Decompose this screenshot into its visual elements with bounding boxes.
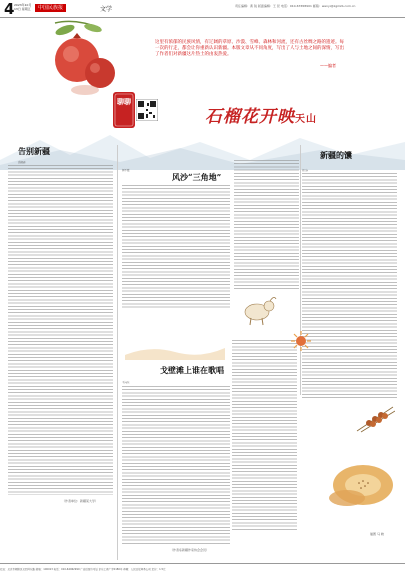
intro-text: 这里有浓郁的民族风情，有辽阔的草原、沙漠、雪峰、森林和河流，还有古丝绸之路的遗迹。每一次的行走，都会让你重新认识新疆。本版文章从不同角度，写出了人与土地之间的深情，写出了作者们对新疆这片热土的由衷热爱。 (155, 40, 344, 57)
article-body-farewell (8, 165, 113, 495)
article-body-sand-1 (122, 185, 230, 310)
desert-wash (125, 340, 225, 360)
main-headline-text: 石榴花开映 (205, 107, 295, 127)
article-author-sand: 阿不都 (122, 169, 130, 172)
column-divider (117, 145, 118, 560)
section-name: 文学 (100, 6, 113, 13)
page-number: 4 (4, 0, 15, 18)
article-title-gobi: 戈壁滩上谁在歌唱 (160, 365, 224, 375)
article-title-farewell: 告别新疆 (18, 146, 50, 156)
article-body-naan-2 (232, 340, 297, 530)
article-title-naan: 新疆的馕 (320, 150, 352, 160)
article-body-sand-2 (234, 160, 299, 290)
newspaper-logo: 中国民族报 (35, 4, 66, 12)
column-badge-label: 聊聊 (117, 97, 131, 106)
article-author-gobi: 王向东 (122, 381, 130, 384)
article-end-gobi: （作者系新疆作家协会会员） (170, 548, 210, 552)
editor-line: 责任编辑：黄 锐 版面编辑：王 昆 电话：010-67658901 邮箱：wenyi@zgmzb.com.cn (235, 4, 356, 8)
pomegranate-illustration (45, 18, 120, 98)
issue-date: 2023年10月13日 星期五 (14, 3, 32, 11)
article-body-naan-1 (302, 173, 397, 398)
goat-illustration (237, 292, 277, 327)
column-divider-right (300, 145, 301, 395)
article-end-farewell: （作者单位：新疆某大学） (62, 499, 99, 503)
article-author-farewell: 高晓霞 (18, 161, 26, 164)
qr-code (136, 99, 158, 121)
article-author-naan: 刘 涛 (302, 169, 308, 172)
article-body-gobi (122, 386, 230, 546)
kebab-illustration (355, 405, 395, 433)
naan-bread-illustration (325, 450, 395, 510)
main-headline-tail: 天山 (295, 114, 317, 125)
illustration-credit: 插图 马 晓 (370, 532, 384, 536)
article-title-sand: 风沙“三角地” (172, 172, 222, 182)
main-headline (205, 102, 317, 127)
page-footer: 社址：北京市朝阳区北四环东路 邮编：100013 电话：010-64962999 广告经营许可证 京东工商广字0180号 印刷：人民日报印务公司 定价：1.5元 (0, 563, 405, 576)
page-header (0, 0, 405, 18)
intro-sign: ——编者 (320, 63, 336, 68)
flower-illustration (290, 330, 312, 352)
